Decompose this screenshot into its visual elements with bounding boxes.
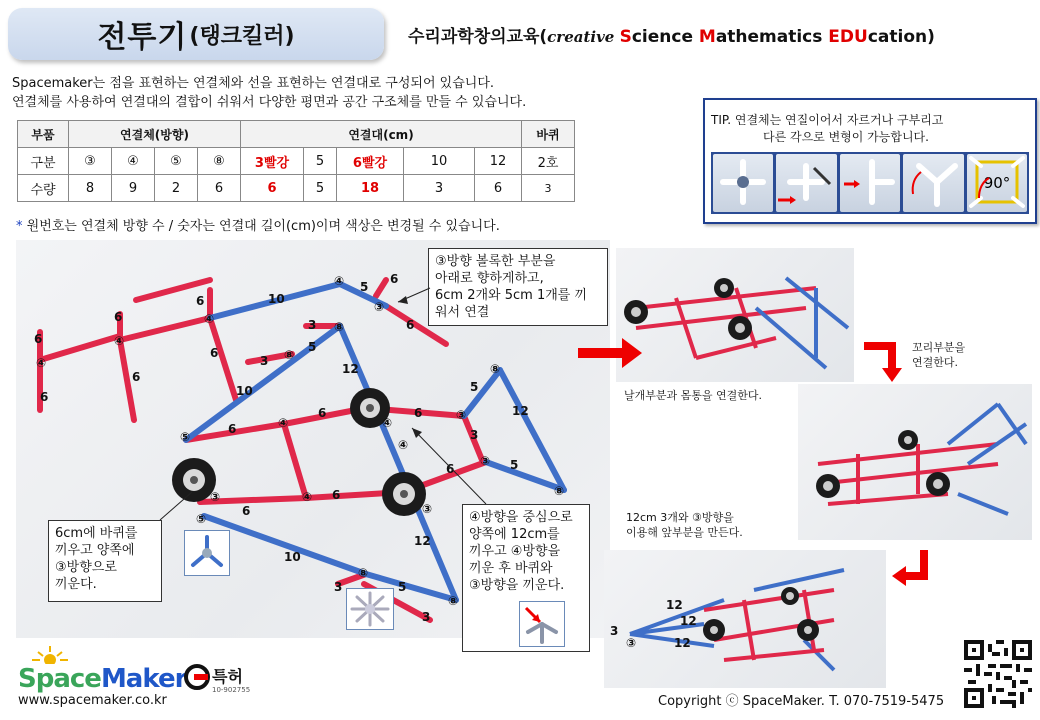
table-cell: 구분 [18,148,69,175]
callout-line: ③방향 볼록한 부분을 [435,254,556,269]
length-label: 5 [360,280,369,294]
connector-label: ⑤ [180,430,191,444]
length-label: 3 [470,428,479,442]
callout-right [462,504,590,652]
callout-line: 6cm에 바퀴를 [55,526,138,541]
connector-label: ⑧ [448,594,459,608]
connector-label: ④ [114,334,125,348]
length-label: 12 [342,362,359,376]
length-label: 12 [680,614,697,628]
arrow-right-icon [578,338,642,372]
step-caption-2 [912,340,965,370]
brand-athematics: athematics [715,27,829,47]
length-label: 6 [318,406,327,420]
table-cell: 5 [304,148,337,175]
spacemaker-logo [18,664,186,694]
connector-label: ④ [36,356,47,370]
page-title: 전투기 [97,20,188,55]
connector-label: ③ [422,502,433,516]
step-caption-1: 날개부분과 몸통을 연결한다. [624,389,763,402]
logo-part-a: Space [18,664,101,694]
connector-label: ④ [382,416,393,430]
connector-inset-photo [346,588,394,630]
length-label: 3 [308,318,317,332]
connector-label: ③ [480,454,491,468]
length-label: 3 [334,580,343,594]
length-label: 6 [40,390,49,404]
angle-label: 90° [983,174,1010,192]
arrow-down-left-icon [890,548,934,592]
connector-label: ③ [626,636,637,650]
callout-line: 끼운다. [55,577,97,592]
qr-code[interactable] [964,640,1032,708]
connector-label: ⑤ [196,512,207,526]
table-header-cell: 부품 [18,121,69,148]
connector-label: ③ [374,300,385,314]
table-cell: 2 [155,175,198,202]
length-label: 5 [398,580,407,594]
brand-s: S [619,27,632,47]
caption-line: 이용해 앞부분을 만든다. [626,526,743,539]
connector-label: ⑧ [358,566,369,580]
table-header-cell: 바퀴 [522,121,575,148]
table-cell: 3 [404,175,475,202]
length-label: 12 [666,598,683,612]
callout-line: 양쪽에 12cm를 [469,527,560,542]
table-cell: 6 [475,175,522,202]
caption-line: 연결한다. [912,356,959,369]
brand-edu: EDU [828,27,868,47]
brand-prefix: 수리과학창의교육( [408,27,548,47]
page-subtitle: (탱크킬러) [189,23,295,49]
length-label: 6 [34,332,43,346]
length-label: 10 [284,550,301,564]
table-cell: ⑤ [155,148,198,175]
table-cell: 수량 [18,175,69,202]
connector-label: ④ [398,438,409,452]
table-cell: 3빨강 [241,148,304,175]
table-cell: 9 [112,175,155,202]
caption-line: 꼬리부분을 [912,341,966,354]
length-label: 5 [510,458,519,472]
length-label: 6 [132,370,141,384]
callout-line: ③방향으로 [55,560,117,575]
intro-line-2: 연결체를 사용하여 연결대의 결합이 쉬워서 다양한 평면과 공간 구조체를 만들 수 있습니다. [12,95,527,110]
table-cell: ③ [69,148,112,175]
callout-line: 끼우고 ④방향을 [469,544,561,559]
length-label: 12 [674,636,691,650]
connector-label: ④ [278,416,289,430]
connector-label: ④ [302,490,313,504]
logo-part-b: Maker [100,664,187,694]
table-cell: 6빨강 [337,148,404,175]
brand-cience: cience [631,27,699,47]
connector-label: ⑧ [284,348,295,362]
length-label: 10 [236,384,253,398]
connector-label: ③ [210,490,221,504]
table-cell: 6 [198,175,241,202]
patent-label: 특허 [212,667,243,686]
connector-label: ⑧ [334,320,345,334]
length-label: 6 [114,310,123,324]
table-cell: ④ [112,148,155,175]
note-body: 원번호는 연결체 방향 수 / 숫자는 연결대 길이(cm)이며 색상은 변경될 수 있습니다. [22,219,500,234]
connector-label: ④ [334,274,345,288]
table-cell: ⑧ [198,148,241,175]
length-label: 3 [260,354,269,368]
table-cell: 2호 [522,148,575,175]
brand-m: M [698,27,716,47]
callout-line: ④방향을 중심으로 [469,510,573,525]
connector-label: ⑧ [554,484,565,498]
length-label: 12 [512,404,529,418]
brand-creative: creative [547,28,620,46]
tip-line-1: TIP. 연결체는 연질이어서 자르거나 구부리고 [711,113,944,127]
arrow-down-icon [862,340,906,388]
table-cell: 3 [522,175,575,202]
length-label: 6 [414,406,423,420]
patent-logo-icon [184,664,210,694]
connector-label: ④ [204,312,215,326]
table-cell: 18 [337,175,404,202]
step-photo-1 [616,248,854,382]
table-cell: 10 [404,148,475,175]
note-star: * [16,219,23,234]
length-label: 5 [470,380,479,394]
length-label: 6 [242,504,251,518]
length-label: 6 [196,294,205,308]
table-cell: 6 [241,175,304,202]
length-label: 12 [414,534,431,548]
table-header-cell: 연결체(방향) [69,121,241,148]
callout-line: 아래로 향하게하고, [435,271,544,286]
length-label: 10 [268,292,285,306]
connector-label: ⑧ [490,362,501,376]
connector-inset-photo [184,530,230,576]
length-label: 6 [446,462,455,476]
length-label: 3 [610,624,619,638]
callout-line: 6cm 2개와 5cm 1개를 끼 [435,288,588,303]
callout-line: ③방향을 끼운다. [469,578,565,593]
length-label: 6 [228,422,237,436]
step-caption-3 [626,510,743,540]
step-photo-2 [798,384,1032,540]
caption-line: 12cm 3개와 ③방향을 [626,511,734,524]
table-header-cell: 연결대(cm) [241,121,522,148]
callout-line: 끼우고 양쪽에 [55,543,135,558]
table-cell: 8 [69,175,112,202]
length-label: 3 [422,610,431,624]
connector-label: ③ [456,408,467,422]
step-photo-3 [604,550,886,688]
connector-inset-photo [519,601,565,647]
tip-line-2: 다른 각으로 변형이 가능합니다. [763,130,929,144]
table-cell: 5 [304,175,337,202]
callout-left [48,520,162,602]
patent-number: 10-902755 [212,686,251,694]
copyright-text: Copyright ⓒ SpaceMaker. T. 070-7519-5475 [658,694,945,709]
callout-line: 끼운 후 바퀴와 [469,561,553,576]
callout-line: 워서 연결 [435,305,490,320]
length-label: 6 [332,488,341,502]
length-label: 6 [210,346,219,360]
table-cell: 12 [475,148,522,175]
length-label: 6 [406,318,415,332]
length-label: 5 [308,340,317,354]
website-url[interactable]: www.spacemaker.co.kr [18,693,167,708]
length-label: 6 [390,272,399,286]
intro-line-1: Spacemaker는 점을 표현하는 연결체와 선을 표현하는 연결대로 구성되어 있습니다. [12,76,495,91]
brand-cation: cation) [867,27,935,47]
